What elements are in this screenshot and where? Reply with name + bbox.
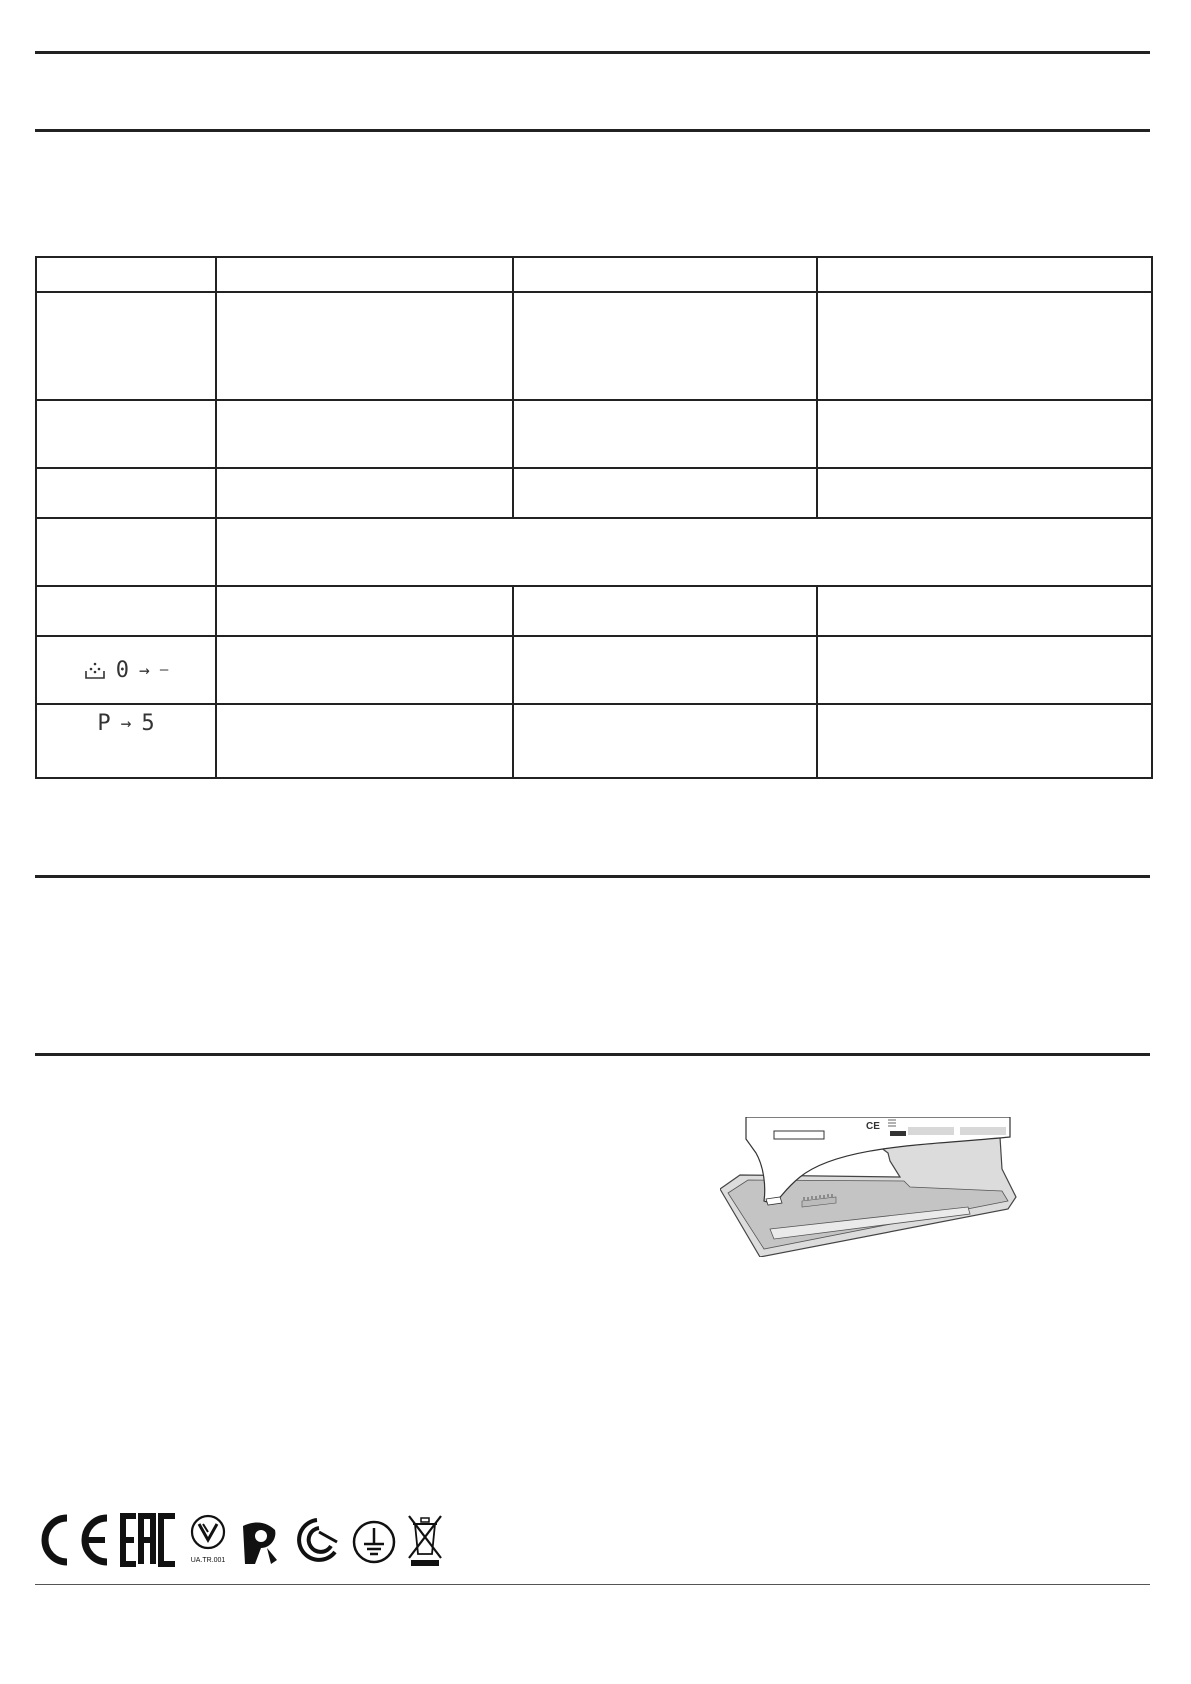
table-row-merged xyxy=(36,518,1152,586)
salt-icon xyxy=(84,660,106,680)
header-cell xyxy=(513,257,817,292)
second-rule xyxy=(35,129,1150,132)
section-rule xyxy=(35,1053,1150,1056)
ua-mark-code: UA.TR.001 xyxy=(190,1557,226,1564)
top-rule xyxy=(35,51,1150,54)
troubleshooting-table xyxy=(35,256,1153,779)
s-display-code: 5 xyxy=(141,711,155,736)
arrow-right-icon: → xyxy=(120,713,132,734)
earth-ground-icon xyxy=(349,1512,399,1568)
table-row xyxy=(36,468,1152,518)
p-to-s-symbol xyxy=(37,705,215,736)
label-ce-mark: CE xyxy=(866,1121,880,1132)
header-cell xyxy=(36,257,216,292)
ce-mark-icon xyxy=(35,1512,113,1568)
rostest-mark-icon xyxy=(237,1512,283,1568)
rating-plate-illustration xyxy=(720,1117,1030,1257)
salt-display-dash: – xyxy=(159,662,169,678)
section-rule xyxy=(35,875,1150,878)
table-row xyxy=(36,400,1152,468)
table-row xyxy=(36,586,1152,636)
header-cell xyxy=(216,257,513,292)
arrow-right-icon: → xyxy=(138,659,150,681)
header-cell xyxy=(817,257,1152,292)
certification-marks xyxy=(35,1502,445,1568)
table-row-salt xyxy=(36,636,1152,704)
eac-mark-icon xyxy=(119,1512,179,1568)
table-header-row xyxy=(36,257,1152,292)
ccc-mark-icon xyxy=(289,1512,343,1568)
ua-tr-mark-icon xyxy=(185,1512,231,1568)
footer-rule xyxy=(35,1584,1150,1585)
salt-indicator-symbol xyxy=(37,658,215,683)
table-row-ps xyxy=(36,704,1152,778)
table-row xyxy=(36,292,1152,400)
weee-bin-icon xyxy=(405,1512,445,1568)
p-display-code: P xyxy=(97,711,111,736)
salt-display-digit: 0 xyxy=(115,657,129,683)
